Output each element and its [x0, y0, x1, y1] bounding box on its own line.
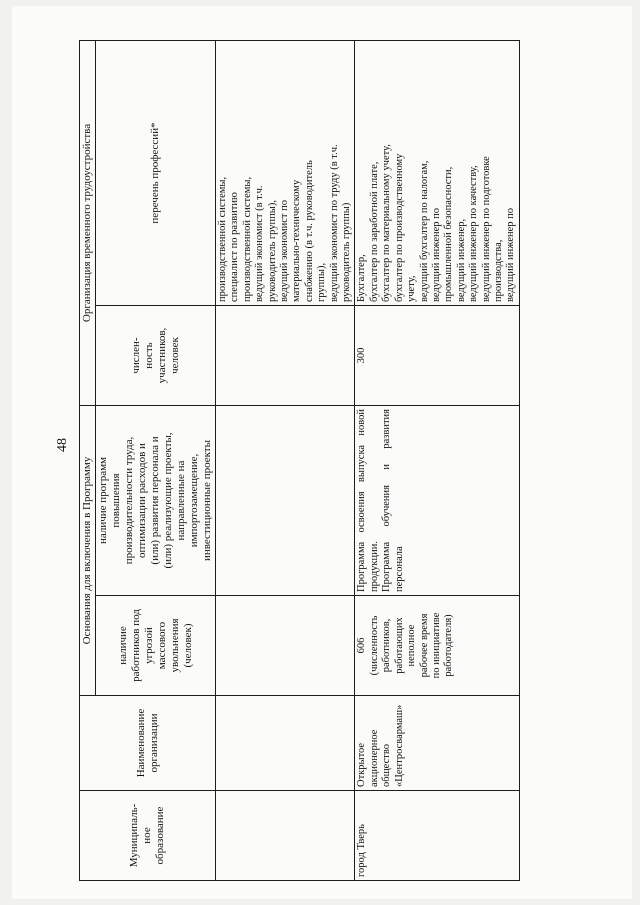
programs-table: [79, 40, 520, 881]
organization-cell: Открытое акционерное общество «Центросвармаш»: [355, 696, 519, 791]
rotated-table-wrapper: [79, 41, 517, 881]
header-employment: Организация временного трудоустройства: [80, 41, 96, 406]
workers-threat-cell: 606 (численность работников, работающих неполное рабочее время по инициативе работодателя): [355, 596, 519, 696]
continued-professions-cell: производственной системы, специалист по развитию производственной системы, ведущий экономист (в т.ч. руководитель группы), ведущий экономист по материально-техническому снабжению (в т.ч. руководитель группы), ведущий экономист по труду (в т.ч. руководитель группы): [216, 41, 355, 306]
header-grounds: Основания для включения в Программу: [80, 406, 96, 696]
group-header-row: [80, 41, 96, 881]
municipality-cell: город Тверь: [355, 791, 519, 881]
page-number: 48: [55, 438, 70, 452]
continued-participants-cell: [216, 306, 355, 406]
header-municipality: Муниципаль- ное образование: [80, 791, 216, 881]
continued-programs-cell: [216, 406, 355, 596]
header-programs: наличие программ повышения производительности труда, оптимизации расходов и (или) развития персонала и (или) реализующие проекты, направленные на импортозамещение, инвестиционные проекты: [96, 406, 216, 596]
header-workers-threat: наличие работников под угрозой массового увольнения (человек): [96, 596, 216, 696]
table-row: [355, 41, 519, 881]
header-professions: перечень профессий*: [96, 41, 216, 306]
header-participants: числен- ность участников, человек: [96, 306, 216, 406]
header-organization: Наименование организации: [80, 696, 216, 791]
continued-row: [216, 41, 355, 881]
participants-cell: 300: [355, 306, 519, 406]
continued-organization-cell: [216, 696, 355, 791]
continued-municipality-cell: [216, 791, 355, 881]
document-page: [12, 6, 632, 899]
programs-cell: Программа освоения выпуска новой продукции. Программа обучения и развития персонала: [355, 406, 519, 596]
continued-workers-cell: [216, 596, 355, 696]
professions-cell: Бухгалтер, бухгалтер по заработной плате, бухгалтер по материальному учету, бухгалтер по производственному учету, ведущий бухгалтер по налогам, ведущий инженер по промышленной безопасности, ведущий инженер, ведущий инженер по качеству, ведущий инженер по подготовке производства, ведущий инженер по: [355, 41, 519, 306]
